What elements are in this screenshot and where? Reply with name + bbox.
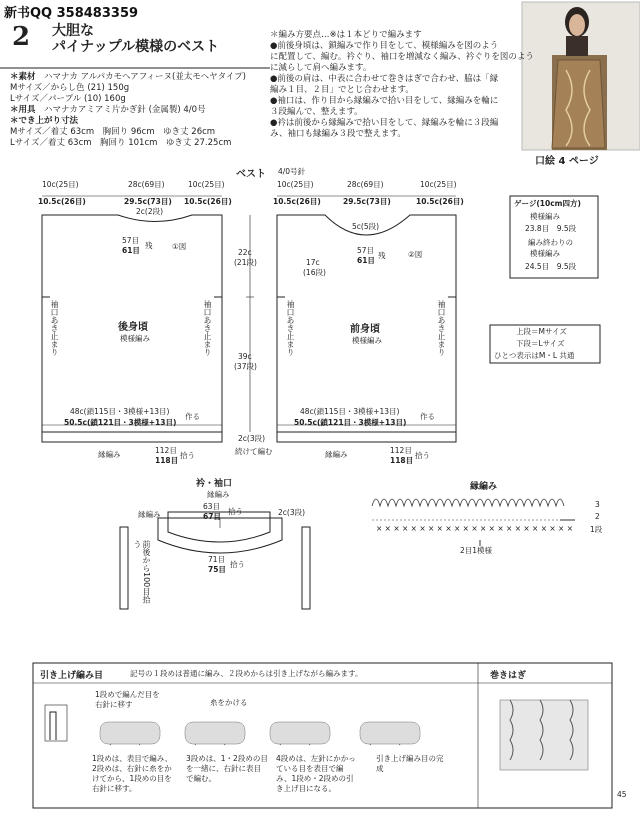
edging-row2: 2 xyxy=(595,512,600,521)
edging-row3: 3 xyxy=(595,500,600,509)
front-top-side2-l: 10.5c(26目) xyxy=(416,197,464,206)
howto-line: ３段編んで、整えます。 xyxy=(270,107,363,117)
back-top-side-l: 10.5c(26目) xyxy=(38,197,86,206)
material-label: ＊素材 xyxy=(10,72,36,82)
size-label: ＊でき上がり寸法 xyxy=(10,116,79,126)
back-top-mid-m: 28c(69目) xyxy=(128,180,165,189)
collar-edge-label: 縁編み xyxy=(207,490,230,499)
front-make: 作る xyxy=(420,412,435,421)
front-right-armhole-label: 袖口あき止まり xyxy=(437,300,446,356)
front-hem-m: 48c(鎖115目・3模様+13目) xyxy=(300,407,400,416)
gauge-line: 24.5目 9.5段 xyxy=(525,262,577,271)
hem-edge-rows: 2c(3段) xyxy=(238,434,266,443)
collar-pick-l: 67目 xyxy=(203,512,221,521)
armhole-depth-rows: (21段) xyxy=(234,258,257,267)
back-chart-ref: ①図 xyxy=(172,242,187,251)
tool-text: ハマナカアミアミ片かぎ針 (金属製) 4/0号 xyxy=(44,105,206,115)
back-pick-label: 拾う xyxy=(180,451,195,460)
front-edge-label: 縁編み xyxy=(325,450,348,459)
howto-line: ●前後の肩は、中表に合わせて巻きはぎで合わせ、脇は「縁 xyxy=(270,74,499,84)
gauge-title: ゲージ(10cm四方) xyxy=(514,199,581,208)
diagram-title: ベスト xyxy=(236,169,266,180)
material-text: ハマナカ アルパカモヘアフィーヌ(並太モヘヤタイプ) xyxy=(44,72,246,82)
materials-block xyxy=(10,72,246,149)
pattern-number: 2 xyxy=(12,22,31,52)
collar-rows: 2c(3段) xyxy=(278,508,306,517)
gauge-line: 模様編み xyxy=(530,212,560,221)
step3-note: 4段めは、左針にかかっている目を表目で編み、1段め・2段めの引き上げ目になる。 xyxy=(276,754,356,793)
step1-label: 1段めで編んだ目を右針に移す xyxy=(95,690,160,709)
front-chart-ref: ②図 xyxy=(408,250,423,259)
gauge-line: 模様編み xyxy=(530,249,560,258)
back-hem-m: 48c(鎖115目・3模様+13目) xyxy=(70,407,170,416)
back-remain: 残 xyxy=(145,241,153,250)
body-length: 39c xyxy=(238,352,252,361)
continue-label: 続けて編む xyxy=(235,447,273,456)
armband-pick-label: 前後から100目拾う xyxy=(133,540,151,604)
front-pick-label: 拾う xyxy=(415,451,430,460)
legend-line: ひとつ表示はM・L 共通 xyxy=(494,351,575,360)
m-size-yarn: Mサイズ／からし色 (21) 150g xyxy=(10,83,130,93)
legend-line: 上段＝Mサイズ xyxy=(516,327,567,336)
front-neck-depth: 17c xyxy=(306,258,320,267)
front-top-mid-m: 28c(69目) xyxy=(347,180,384,189)
back-right-armhole-label: 袖口あき止まり xyxy=(203,300,212,356)
howto-line: に減らして肩へ編みます。 xyxy=(270,63,372,73)
step1-note: 1段めは、表目で編み、2段めは、右針に糸をかけてから、1段めの目を右針に移す。 xyxy=(92,754,173,793)
back-edge-label: 縁編み xyxy=(98,450,121,459)
howto-line: ●衿は前後から縁編みで拾い目をして、縁編みを輪に３段編 xyxy=(270,118,499,128)
back-top-side2-m: 10c(25目) xyxy=(188,180,225,189)
edging-row1: 1段 xyxy=(590,525,603,534)
back-neck-count-m: 57目 xyxy=(122,236,140,245)
back-make: 作る xyxy=(185,412,200,421)
body-length-rows: (37段) xyxy=(234,362,257,371)
front-neck-depth-rows: (16段) xyxy=(303,268,326,277)
collar-title: 衿・袖口 xyxy=(196,479,233,489)
bottom-desc: 記号の１段めは普通に編み、２段めからは引き上げながら編みます。 xyxy=(130,669,363,678)
front-pattern-label: 模様編み xyxy=(352,336,382,345)
howto-line: ＊編み方要点…※は１本どりで編みます xyxy=(270,30,422,40)
back-top-side-m: 10c(25目) xyxy=(42,180,79,189)
front-top-side-m: 10c(25目) xyxy=(277,180,314,189)
needle-size: 4/0号針 xyxy=(278,167,306,176)
gauge-line: 編み終わりの xyxy=(528,238,573,247)
back-top-side2-l: 10.5c(26目) xyxy=(184,197,232,206)
back-top-mid-l: 29.5c(73目) xyxy=(124,197,172,206)
front-neck-rows: 5c(5段) xyxy=(352,222,380,231)
edging-chain-row: × × × × × × × × × × × × × × × × × × × × × × × xyxy=(376,524,573,533)
howto-line: ●袖口は、作り目から縁編みで拾い目をして、縁編みを輪に xyxy=(270,96,499,106)
page-title-line2: パイナップル模様のベスト xyxy=(52,39,220,55)
back-pick-l: 118目 xyxy=(155,456,179,465)
back-body-label: 後身頃 xyxy=(118,322,148,333)
front-hem-l: 50.5c(鎖121目・3模様+13目) xyxy=(294,418,407,427)
front-body-label: 前身頃 xyxy=(350,324,380,335)
l-size-dims: Lサイズ／着丈 63cm 胸回り 101cm ゆき丈 27.25cm xyxy=(10,138,232,148)
page-number: 45 xyxy=(617,790,627,799)
photo-caption: 口絵 4 ページ xyxy=(535,156,599,167)
step1-yarn: 糸をかける xyxy=(210,698,248,707)
howto-block xyxy=(270,30,534,140)
collar-bottom-l: 75目 xyxy=(208,565,226,574)
edging-title: 縁編み xyxy=(470,482,498,492)
armhole-depth: 22c xyxy=(238,248,252,257)
gauge-line: 23.8目 9.5段 xyxy=(525,224,577,233)
back-neck-count-l: 61目 xyxy=(122,246,140,255)
collar-edge-left: 縁編み xyxy=(138,510,161,519)
back-pick-m: 112目 xyxy=(155,446,177,455)
bottom-title: 引き上げ編み目 xyxy=(40,671,104,681)
front-top-side2-m: 10c(25目) xyxy=(420,180,457,189)
edging-repeat: 2目1模様 xyxy=(460,546,493,555)
model-photo xyxy=(522,2,640,150)
front-pick-l: 118目 xyxy=(390,456,414,465)
front-top-mid-l: 29.5c(73目) xyxy=(343,197,391,206)
step4-note: 引き上げ編み目の完成 xyxy=(376,754,444,773)
qq-label: 新书QQ 358483359 xyxy=(4,6,139,21)
maki-hagi-title: 巻きはぎ xyxy=(490,671,527,681)
back-pattern-label: 模様編み xyxy=(120,334,150,343)
front-remain: 残 xyxy=(378,251,386,260)
front-left-armhole-label: 袖口あき止まり xyxy=(286,300,295,356)
tool-label: ＊用具 xyxy=(10,105,36,115)
page-title-line1: 大胆な xyxy=(52,23,94,39)
back-left-armhole-label: 袖口あき止まり xyxy=(50,300,59,356)
back-neck-rows: 2c(2段) xyxy=(136,207,164,216)
front-neck-count-m: 57目 xyxy=(357,246,375,255)
howto-line: 編み１目、２目」でとじ合わせます。 xyxy=(270,85,414,95)
front-neck-count-l: 61目 xyxy=(357,256,375,265)
m-size-dims: Mサイズ／着丈 63cm 胸回り 96cm ゆき丈 26cm xyxy=(10,127,216,137)
collar-pick-m: 63目 xyxy=(203,502,221,511)
collar-bottom-m: 71目 xyxy=(208,555,226,564)
legend-line: 下段＝Lサイズ xyxy=(516,339,565,348)
front-top-side-l: 10.5c(26目) xyxy=(273,197,321,206)
howto-line: に配置して、編む。衿ぐり、袖口を増減なく編み、衿ぐりを図のよう xyxy=(270,52,534,62)
collar-bottom-pick: 拾う xyxy=(230,560,245,569)
front-pick-m: 112目 xyxy=(390,446,412,455)
l-size-yarn: Lサイズ／パープル (10) 160g xyxy=(10,94,126,104)
howto-line: み、袖口も縁編み３段で整えます。 xyxy=(270,129,406,139)
step2-note: 3段めは、1・2段めの目を一緒に、右針に表目で編む。 xyxy=(186,754,268,783)
collar-pick-label: 拾う xyxy=(228,507,243,516)
back-hem-l: 50.5c(鎖121目・3模様+13目) xyxy=(64,418,177,427)
howto-line: ●前後身頃は、鎖編みで作り目をして、模様編みを図のよう xyxy=(270,41,499,51)
